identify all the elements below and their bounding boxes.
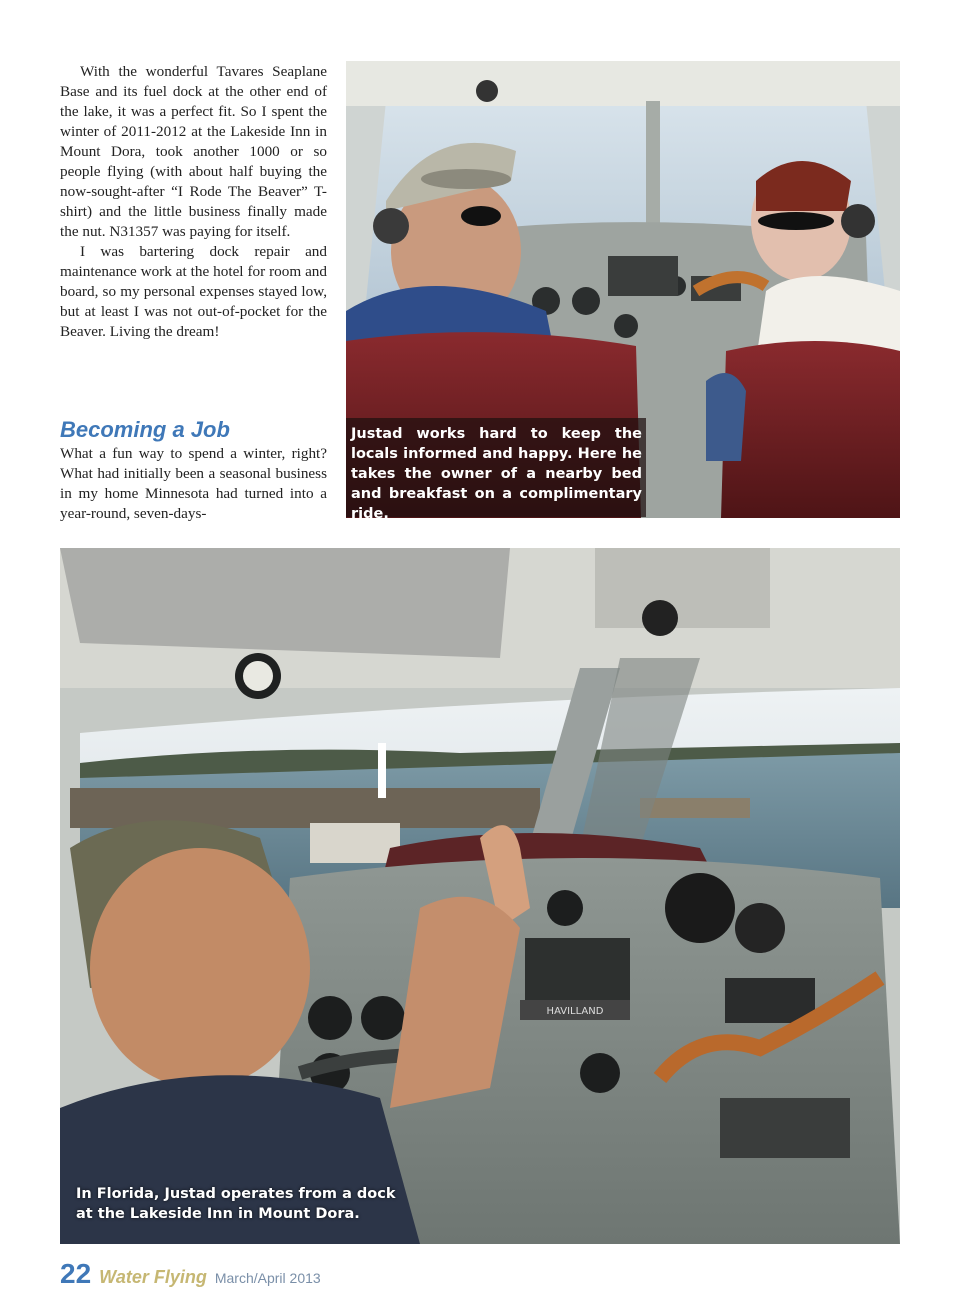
page-number: 22	[60, 1258, 92, 1289]
article-body-top	[60, 62, 327, 342]
photo1-caption: Justad works hard to keep the locals informed and happy. Here he takes the owner of a nearby bed and breakfast on a complimentary ride.	[346, 418, 646, 517]
photo2-caption: In Florida, Justad operates from a dock at the Lakeside Inn in Mount Dora.	[76, 1186, 396, 1222]
article-paragraph-3: What a fun way to spend a winter, right? What had initially been a seasonal business in my home Minnesota had turned into a year-round, seven-days-	[60, 445, 327, 522]
panel-placard: HAVILLAND	[546, 1006, 604, 1017]
magazine-title: Water Flying	[99, 1267, 207, 1287]
article-body-bottom	[60, 444, 327, 524]
issue-date: March/April 2013	[214, 1270, 321, 1286]
cockpit-dock-photo	[60, 548, 900, 1244]
article-paragraph-2: I was bartering dock repair and maintenance work at the hotel for room and board, so my personal expenses stayed low, but at least I was not out-of-pocket for the Beaver. Living the dream!	[60, 243, 327, 340]
page-footer	[60, 1258, 321, 1292]
section-heading: Becoming a Job	[60, 417, 230, 442]
article-paragraph-1: With the wonderful Tavares Seaplane Base and its fuel dock at the other end of the lake, it was a perfect fit. So I spent the winter of 2011-2012 at the Lakeside Inn in Mount Dora, took another 1000 or so people flying (with about half buying the now-sought-after “I Rode The Beaver” T-shirt) and the little business finally made the nut. N31357 was paying for itself.	[60, 63, 327, 240]
